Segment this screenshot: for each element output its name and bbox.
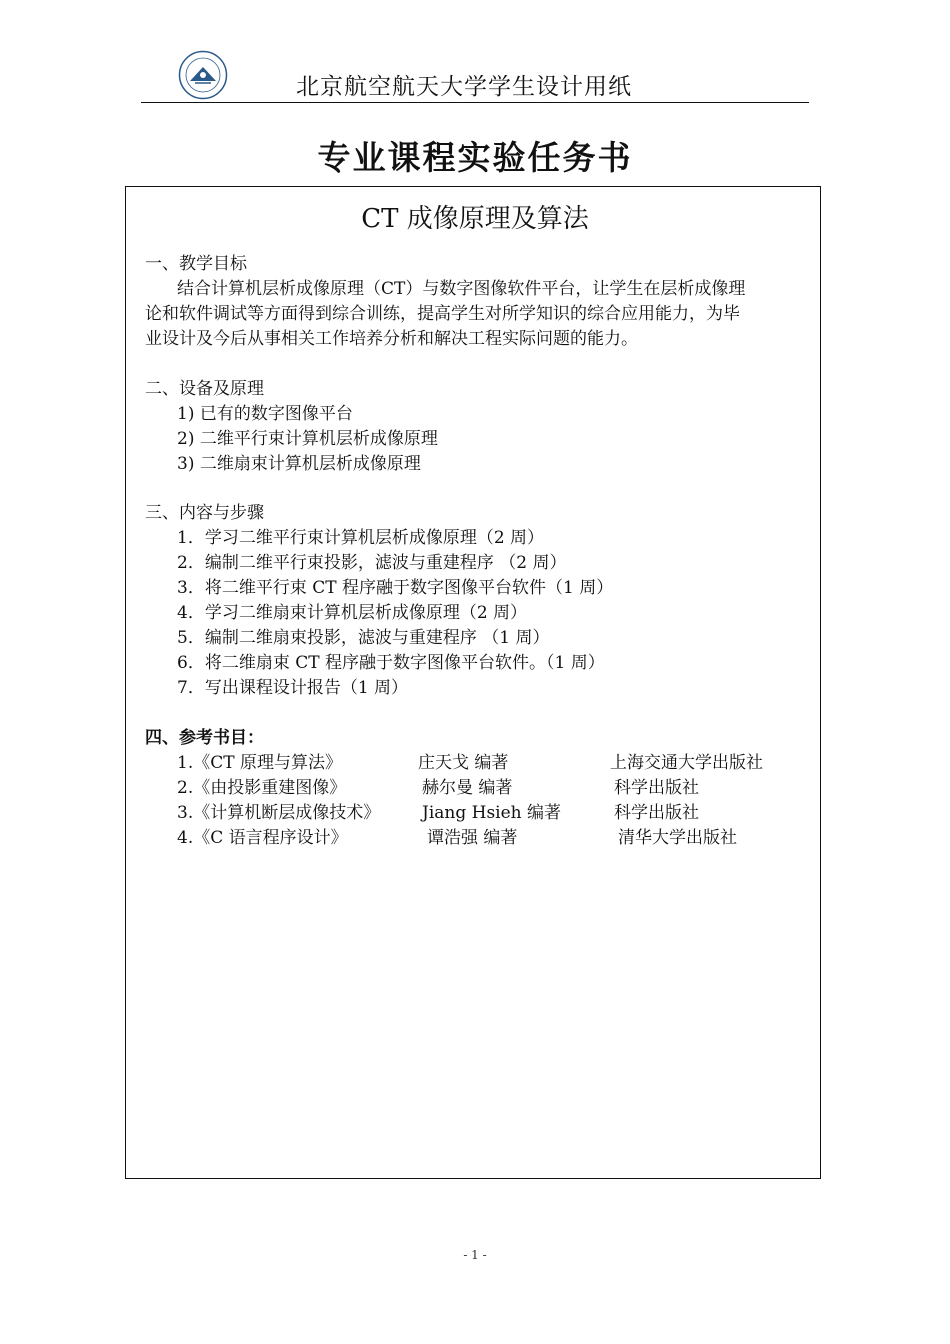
section-heading-steps: 三、内容与步骤 — [145, 503, 264, 523]
university-seal-icon — [178, 50, 228, 100]
list-item: 1．学习二维平行束计算机层析成像原理（2 周） — [177, 528, 545, 548]
course-title: CT 成像原理及算法 — [361, 204, 589, 234]
section-heading-objectives: 一、教学目标 — [145, 254, 247, 274]
list-item: 3) 二维扇束计算机层析成像原理 — [177, 454, 421, 474]
header-divider — [141, 102, 809, 103]
reference-publisher: 科学出版社 — [614, 803, 699, 823]
reference-publisher: 上海交通大学出版社 — [610, 753, 763, 773]
reference-title: 3.《计算机断层成像技术》 — [177, 803, 381, 823]
reference-publisher: 清华大学出版社 — [618, 828, 737, 848]
paragraph-line: 业设计及今后从事相关工作培养分析和解决工程实际问题的能力。 — [145, 329, 638, 349]
page-number: - 1 - — [463, 1248, 487, 1262]
reference-publisher: 科学出版社 — [614, 778, 699, 798]
list-item: 2．编制二维平行束投影，滤波与重建程序 （2 周） — [177, 553, 567, 573]
reference-author: 谭浩强 编著 — [427, 828, 518, 848]
list-item: 3．将二维平行束 CT 程序融于数字图像平台软件（1 周） — [177, 578, 614, 598]
paragraph-line: 结合计算机层析成像原理（CT）与数字图像软件平台，让学生在层析成像理 — [177, 279, 746, 299]
document-title: 专业课程实验任务书 — [317, 138, 633, 177]
reference-title: 1.《CT 原理与算法》 — [177, 753, 342, 773]
list-item: 6．将二维扇束 CT 程序融于数字图像平台软件。（1 周） — [177, 653, 605, 673]
reference-author: 赫尔曼 编著 — [422, 778, 513, 798]
header-title: 北京航空航天大学学生设计用纸 — [296, 74, 632, 100]
section-heading-equipment: 二、设备及原理 — [145, 379, 264, 399]
list-item: 7．写出课程设计报告（1 周） — [177, 678, 409, 698]
reference-title: 2.《由投影重建图像》 — [177, 778, 347, 798]
reference-title: 4.《C 语言程序设计》 — [177, 828, 348, 848]
paragraph-line: 论和软件调试等方面得到综合训练，提高学生对所学知识的综合应用能力，为毕 — [145, 304, 740, 324]
section-heading-references: 四、参考书目： — [145, 728, 264, 748]
reference-author: 庄天戈 编著 — [418, 753, 509, 773]
reference-author: Jiang Hsieh 编著 — [422, 803, 562, 823]
list-item: 1) 已有的数字图像平台 — [177, 404, 353, 424]
list-item: 2) 二维平行束计算机层析成像原理 — [177, 429, 438, 449]
list-item: 5．编制二维扇束投影，滤波与重建程序 （1 周） — [177, 628, 550, 648]
list-item: 4．学习二维扇束计算机层析成像原理（2 周） — [177, 603, 528, 623]
